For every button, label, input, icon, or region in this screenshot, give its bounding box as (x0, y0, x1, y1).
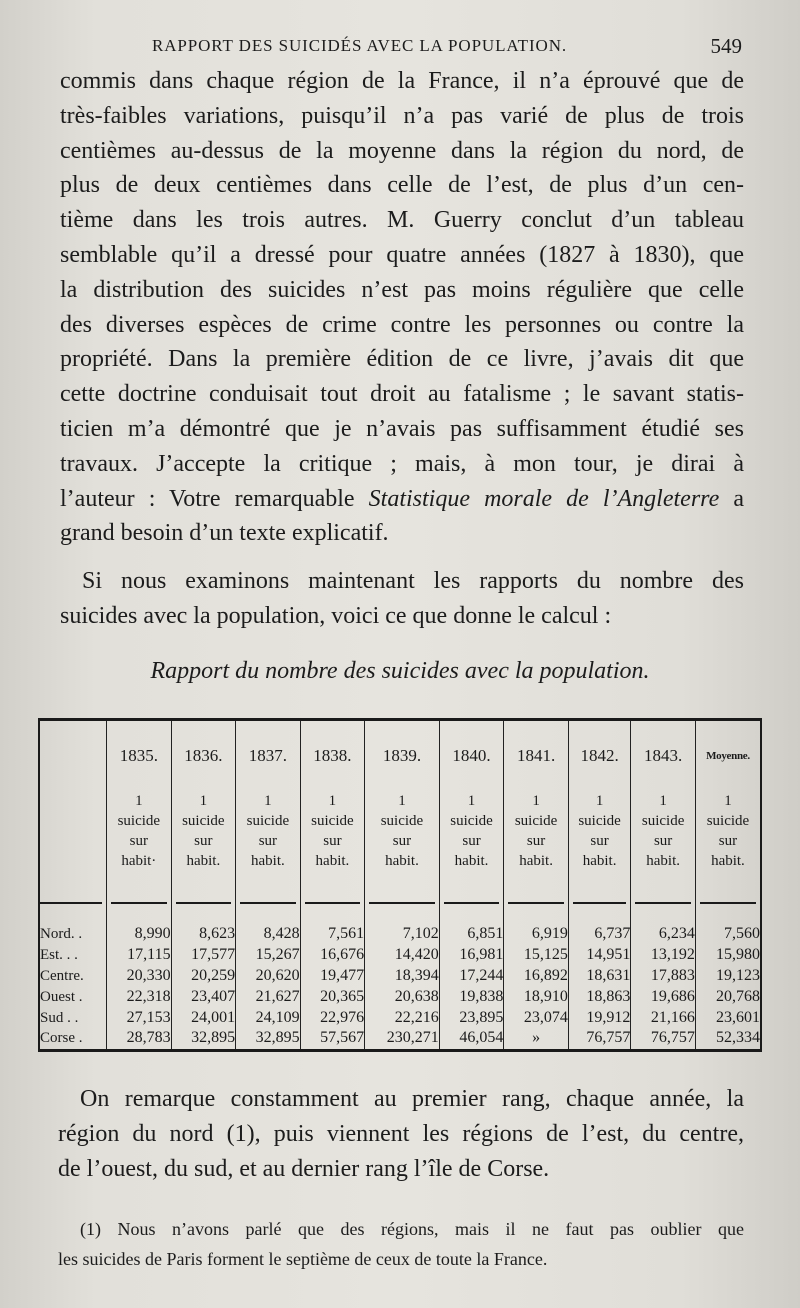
rule-line (635, 902, 691, 904)
value-cell: 16,676 (300, 944, 365, 965)
unit-text: 1 (659, 792, 667, 809)
value-cell: 230,271 (365, 1028, 440, 1049)
value-cell: 24,001 (171, 1007, 236, 1028)
unit-text: suicide (578, 812, 621, 829)
value-cell: 32,895 (171, 1028, 236, 1049)
value-cell: 76,757 (631, 1028, 696, 1049)
value-cell: 23,601 (695, 1007, 760, 1028)
unit-text: habit. (385, 852, 419, 869)
unit-text: 1 (532, 792, 540, 809)
separator-cell (695, 902, 760, 921)
unit-text: sur (129, 832, 148, 849)
value-cell: 32,895 (236, 1028, 301, 1049)
region-label: Nord. . (40, 925, 83, 942)
table-row (40, 1028, 760, 1049)
corner-cell (40, 721, 107, 791)
unit-text: sur (718, 832, 738, 849)
separator-row (40, 902, 760, 921)
stats-table (40, 721, 760, 1049)
value-cell: 21,166 (631, 1007, 696, 1028)
value-cell: 7,561 (300, 921, 365, 944)
corner-cell (40, 791, 107, 903)
value-cell: 27,153 (107, 1007, 172, 1028)
unit-cell (631, 791, 696, 903)
value-cell: 76,757 (568, 1028, 631, 1049)
rule-line (240, 902, 296, 904)
table-row (40, 921, 760, 944)
value-cell: 20,620 (236, 965, 301, 986)
unit-cell (107, 791, 172, 903)
value-cell: 17,883 (631, 965, 696, 986)
unit-text: 1 (135, 792, 143, 809)
text-line: suicides avec la population, voici ce que donne le calcul : (60, 602, 612, 629)
value-cell: 14,951 (568, 944, 631, 965)
value-cell: 57,567 (300, 1028, 365, 1049)
rule-line (111, 902, 167, 904)
unit-text: suicide (311, 812, 354, 829)
table-row (40, 986, 760, 1007)
unit-text: habit. (582, 852, 617, 869)
value-cell: 14,420 (365, 944, 440, 965)
column-header: 1841. (504, 721, 569, 791)
unit-text: suicide (117, 812, 161, 829)
value-cell: 23,407 (171, 986, 236, 1007)
column-header: 1842. (568, 721, 631, 791)
separator-cell (631, 902, 696, 921)
text-run: l’auteur : Votre remarquable (60, 485, 369, 512)
text-line: travaux. J’accepte la critique ; mais, à mon tour, je dirai à (60, 450, 744, 477)
column-header: 1843. (631, 721, 696, 791)
unit-text: habit. (519, 852, 553, 869)
unit-text: habit. (646, 852, 680, 869)
rule-line (305, 902, 361, 904)
value-cell: 20,768 (695, 986, 760, 1007)
column-header: 1836. (171, 721, 236, 791)
unit-text: 1 (328, 792, 337, 809)
unit-text: sur (462, 832, 481, 849)
footnote-line: (1) Nous n’avons parlé que des régions, mais il ne faut pas oublier que (80, 1219, 744, 1239)
value-cell: 22,216 (365, 1007, 440, 1028)
value-cell: 19,912 (568, 1007, 631, 1028)
value-cell: 7,102 (365, 921, 440, 944)
unit-text: 1 (264, 792, 272, 809)
value-cell: 6,234 (631, 921, 696, 944)
value-cell: 22,318 (107, 986, 172, 1007)
value-cell: 17,115 (107, 944, 172, 965)
text-line: On remarque constamment au premier rang, chaque année, la (80, 1086, 744, 1112)
column-header: 1840. (439, 721, 504, 791)
unit-text: sur (323, 832, 342, 849)
text-line: des diverses espèces de crime contre les personnes ou contre la (60, 311, 744, 338)
separator-cell (171, 902, 236, 921)
unit-text: habit. (711, 852, 745, 869)
unit-text: sur (194, 832, 213, 849)
value-cell: 6,851 (439, 921, 504, 944)
text-line: centièmes au-dessus de la moyenne dans la région du nord, de (60, 137, 744, 164)
value-cell: 8,623 (171, 921, 236, 944)
unit-cell (236, 791, 301, 903)
value-cell: 20,638 (365, 986, 440, 1007)
separator-cell (439, 902, 504, 921)
unit-text: 1 (199, 792, 208, 809)
column-header: 1839. (365, 721, 440, 791)
region-label: Centre. (40, 967, 84, 984)
running-head (152, 34, 742, 64)
unit-text: 1 (724, 792, 732, 809)
book-title-italic: Statistique morale de l’Angleterre (368, 485, 720, 512)
text-line: la distribution des suicides n’est pas moins régulière que celle (60, 276, 744, 303)
separator-cell (365, 902, 440, 921)
table-row (40, 965, 760, 986)
text-line: tième dans les trois autres. M. Guerry conclut d’un tableau (60, 207, 744, 234)
region-label: Est. . . (40, 946, 78, 963)
unit-text: habit· (121, 852, 157, 869)
value-cell: 13,192 (631, 944, 696, 965)
unit-text: habit. (454, 852, 489, 869)
unit-text: sur (590, 832, 609, 849)
footnote (58, 1214, 744, 1274)
value-cell: 46,054 (439, 1028, 504, 1049)
column-header: 1838. (300, 721, 365, 791)
unit-text: sur (258, 832, 278, 849)
running-title: RAPPORT DES SUICIDÉS AVEC LA POPULATION. (152, 36, 568, 55)
separator-cell (236, 902, 301, 921)
value-cell: 20,259 (171, 965, 236, 986)
suicide-ratio-table (38, 718, 762, 1052)
unit-text: 1 (467, 792, 476, 809)
value-cell: 7,560 (695, 921, 760, 944)
text-line: de l’ouest, du sud, et au dernier rang l’île de Corse. (58, 1155, 550, 1182)
unit-row (40, 791, 760, 903)
text-line: ticien m’a démontré que je n’avais pas suffisamment étudié ses (60, 415, 744, 442)
text-line: cette doctrine conduisait tout droit au fatalisme ; le savant statis- (60, 381, 744, 408)
unit-cell (439, 791, 504, 903)
text-line: grand besoin d’un texte explicatif. (60, 520, 389, 547)
page-number: 549 (710, 34, 742, 58)
value-cell: 18,910 (504, 986, 569, 1007)
text-line: semblable qu’il a dressé pour quatre années (1827 à 1830), que (60, 241, 744, 268)
table-caption: Rapport du nombre des suicides avec la population. (150, 658, 650, 684)
value-cell: 17,244 (439, 965, 504, 986)
unit-text: habit. (315, 852, 350, 869)
table-header-row (40, 721, 760, 791)
value-cell: 18,394 (365, 965, 440, 986)
table-row (40, 944, 760, 965)
value-cell: » (504, 1028, 569, 1049)
value-cell: 22,976 (300, 1007, 365, 1028)
rule-line (40, 902, 102, 904)
unit-cell (300, 791, 365, 903)
text-line: région du nord (1), puis viennent les régions de l’est, du centre, (58, 1120, 744, 1147)
value-cell: 17,577 (171, 944, 236, 965)
separator-cell (568, 902, 631, 921)
unit-text: sur (526, 832, 546, 849)
unit-text: suicide (514, 812, 558, 829)
unit-text: sur (653, 832, 673, 849)
unit-text: suicide (641, 812, 685, 829)
region-label: Corse . (40, 1030, 83, 1047)
column-header: 1837. (236, 721, 301, 791)
rule-line (444, 902, 500, 904)
unit-text: suicide (246, 812, 290, 829)
separator-cell (300, 902, 365, 921)
unit-cell (504, 791, 569, 903)
value-cell: 24,109 (236, 1007, 301, 1028)
column-header-average: Moyenne. (695, 721, 760, 791)
text-line: commis dans chaque région de la France, il n’a éprouvé que de (60, 68, 744, 94)
value-cell: 23,074 (504, 1007, 569, 1028)
value-cell: 28,783 (107, 1028, 172, 1049)
unit-cell (365, 791, 440, 903)
value-cell: 52,334 (695, 1028, 760, 1049)
text-line: Si nous examinons maintenant les rapports du nombre des (82, 568, 744, 594)
value-cell: 15,980 (695, 944, 760, 965)
table-body (40, 921, 760, 1049)
text-line: propriété. Dans la première édition de ce livre, j’avais dit que (60, 346, 744, 373)
value-cell: 8,990 (107, 921, 172, 944)
unit-cell (171, 791, 236, 903)
region-label: Sud . . (40, 1009, 79, 1026)
value-cell: 19,838 (439, 986, 504, 1007)
text-run: a (719, 485, 744, 512)
table-row (40, 1007, 760, 1028)
value-cell: 6,919 (504, 921, 569, 944)
footnote-line: les suicides de Paris forment le septième de ceux de toute la France. (58, 1249, 548, 1269)
text-line: très-faibles variations, puisqu’il n’a pas varié de plus de trois (60, 102, 744, 129)
separator-cell (40, 902, 107, 921)
unit-text: suicide (450, 812, 493, 829)
value-cell: 18,631 (568, 965, 631, 986)
value-cell: 15,267 (236, 944, 301, 965)
unit-text: 1 (398, 792, 406, 809)
rule-line (573, 902, 627, 904)
rule-line (700, 902, 756, 904)
value-cell: 21,627 (236, 986, 301, 1007)
value-cell: 20,330 (107, 965, 172, 986)
rule-line (369, 902, 435, 904)
text-line: plus de deux centièmes dans celle de l’est, de plus d’un cen- (60, 172, 744, 199)
column-header: 1835. (107, 721, 172, 791)
value-cell: 18,863 (568, 986, 631, 1007)
unit-text: suicide (706, 812, 750, 829)
value-cell: 15,125 (504, 944, 569, 965)
value-cell: 19,686 (631, 986, 696, 1007)
value-cell: 23,895 (439, 1007, 504, 1028)
value-cell: 8,428 (236, 921, 301, 944)
unit-text: suicide (380, 812, 424, 829)
rule-line (176, 902, 232, 904)
value-cell: 6,737 (568, 921, 631, 944)
separator-cell (107, 902, 172, 921)
value-cell: 19,477 (300, 965, 365, 986)
value-cell: 20,365 (300, 986, 365, 1007)
unit-text: suicide (182, 812, 225, 829)
text-line (60, 482, 744, 517)
value-cell: 19,123 (695, 965, 760, 986)
unit-text: 1 (595, 792, 604, 809)
unit-cell (568, 791, 631, 903)
unit-text: sur (392, 832, 412, 849)
value-cell: 16,981 (439, 944, 504, 965)
separator-cell (504, 902, 569, 921)
paragraph-intro-table (60, 564, 744, 634)
unit-text: habit. (186, 852, 221, 869)
value-cell: 16,892 (504, 965, 569, 986)
unit-cell (695, 791, 760, 903)
region-label: Ouest . (40, 988, 83, 1005)
paragraph-conclusion (58, 1082, 744, 1186)
paragraph-continued (60, 64, 744, 551)
rule-line (508, 902, 564, 904)
unit-text: habit. (251, 852, 285, 869)
